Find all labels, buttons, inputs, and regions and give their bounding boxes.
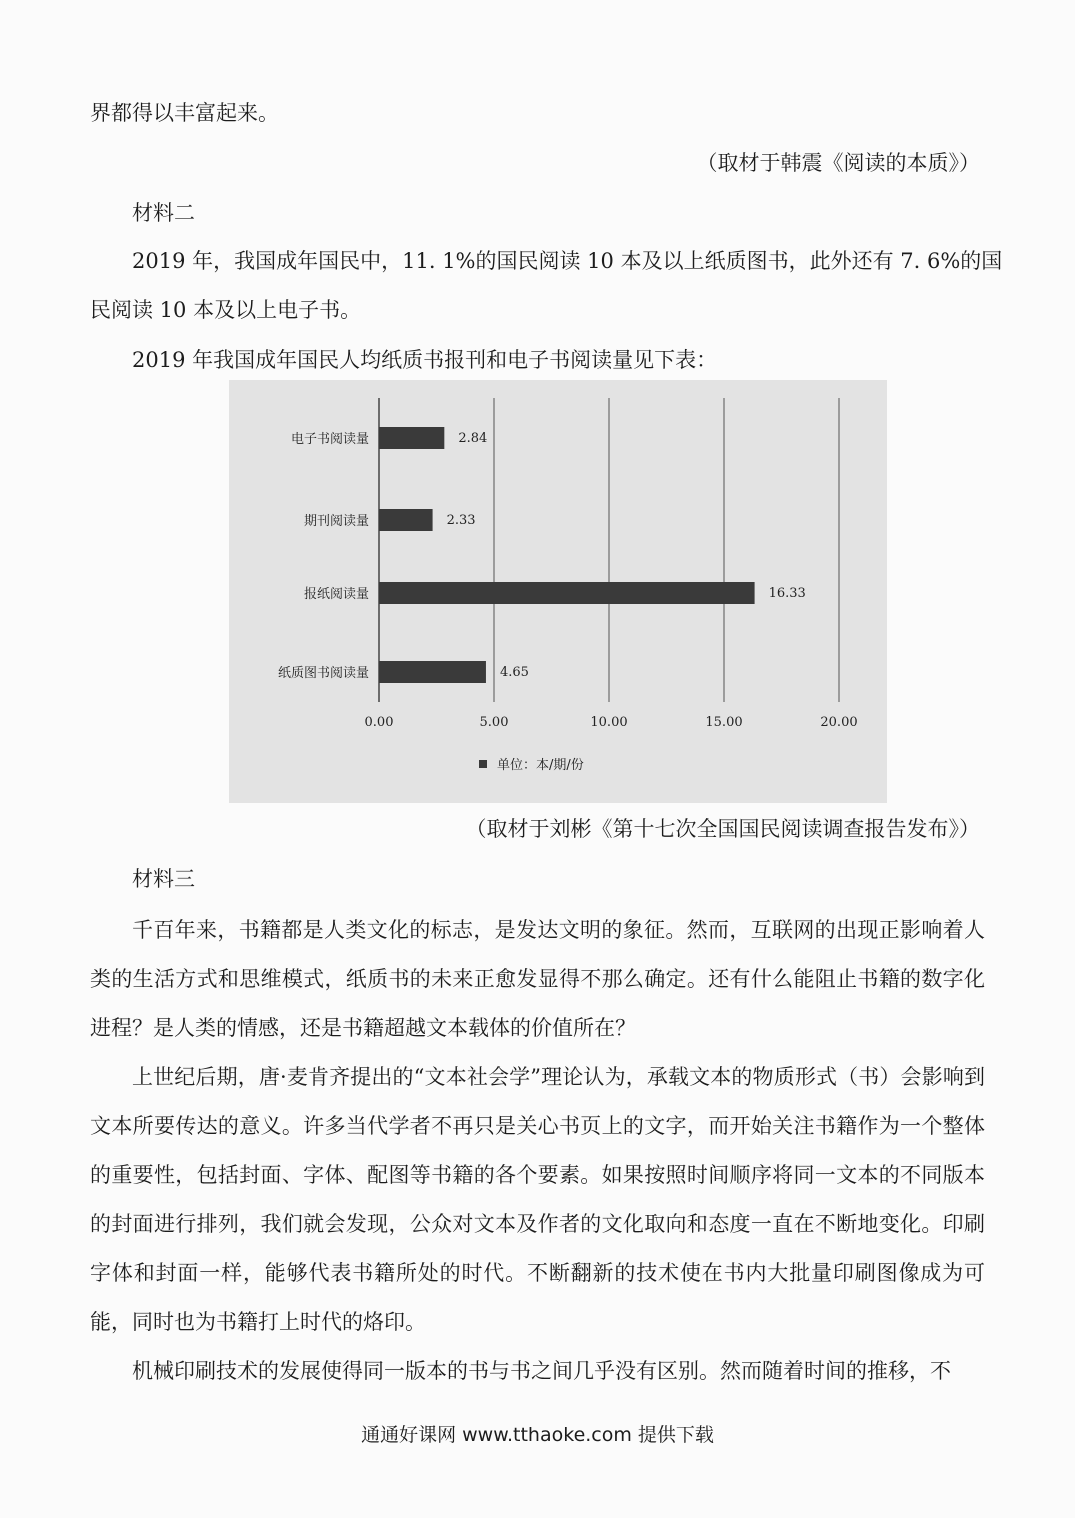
bar [379,509,433,531]
chart-canvas [229,380,887,803]
legend-swatch [479,760,487,768]
x-tick-label: 10.00 [590,715,628,730]
category-label: 纸质图书阅读量 [277,666,369,681]
bar-value-label: 2.33 [446,513,476,528]
material-2-heading: 材料二 [132,201,195,225]
x-tick-label: 0.00 [364,715,394,730]
x-tick-label: 5.00 [479,715,509,730]
legend-label: 单位：本/期/份 [497,758,584,773]
bar-value-label: 16.33 [768,586,806,601]
x-tick-label: 15.00 [705,715,743,730]
top-text-line: 界都得以丰富起来。 [90,101,279,125]
category-label: 报纸阅读量 [303,587,369,602]
page-footer: 通通好课网 www.tthaoke.com 提供下载 [361,1424,714,1446]
material-2-line-1: 2019 年，我国成年国民中，11. 1%的国民阅读 10 本及以上纸质图书，此外还有 7. 6%的国 [132,249,1003,273]
bar-value-label: 2.84 [458,431,488,446]
material-2-chart-intro: 2019 年我国成年国民人均纸质书报刊和电子书阅读量见下表： [132,348,718,372]
material-3-paragraph: 上世纪后期，唐·麦肯齐提出的“文本社会学”理论认为，承载文本的物质形式（书）会影响到文本所要传达的意义。许多当代学者不再只是关心书页上的文字，而开始关注书籍作为一个整体的重要性，包括封面、字体、配图等书籍的各个要素。如果按照时间顺序将同一文本的不同版本的封面进行排列，我们就会发现，公众对文本及作者的文化取向和态度一直在不断地变化。印刷字体和封面一样，能够代表书籍所处的时代。不断翻新的技术使在书内大批量印刷图像成为可能，同时也为书籍打上时代的烙印。 [90,1065,985,1334]
material-3-body [90,906,985,1396]
source-citation-1: （取材于韩震《阅读的本质》） [696,151,980,175]
bar [379,582,755,604]
material-3-paragraph: 千百年来，书籍都是人类文化的标志，是发达文明的象征。然而，互联网的出现正影响着人类的生活方式和思维模式，纸质书的未来正愈发显得不那么确定。还有什么能阻止书籍的数字化进程？是人类的情感，还是书籍超越文本载体的价值所在？ [90,918,985,1040]
bar-value-label: 4.65 [499,665,529,680]
material-3-paragraph: 机械印刷技术的发展使得同一版本的书与书之间几乎没有区别。然而随着时间的推移，不 [132,1359,951,1383]
source-citation-2: （取材于刘彬《第十七次全国国民阅读调查报告发布》） [465,817,980,841]
bar [379,661,486,683]
x-tick-label: 20.00 [820,715,858,730]
reading-volume-bar-chart [229,380,887,803]
category-label: 期刊阅读量 [303,514,369,529]
material-3-heading: 材料三 [132,867,195,891]
material-2-line-2: 民阅读 10 本及以上电子书。 [90,298,362,322]
bar [379,427,444,449]
category-label: 电子书阅读量 [290,432,369,447]
